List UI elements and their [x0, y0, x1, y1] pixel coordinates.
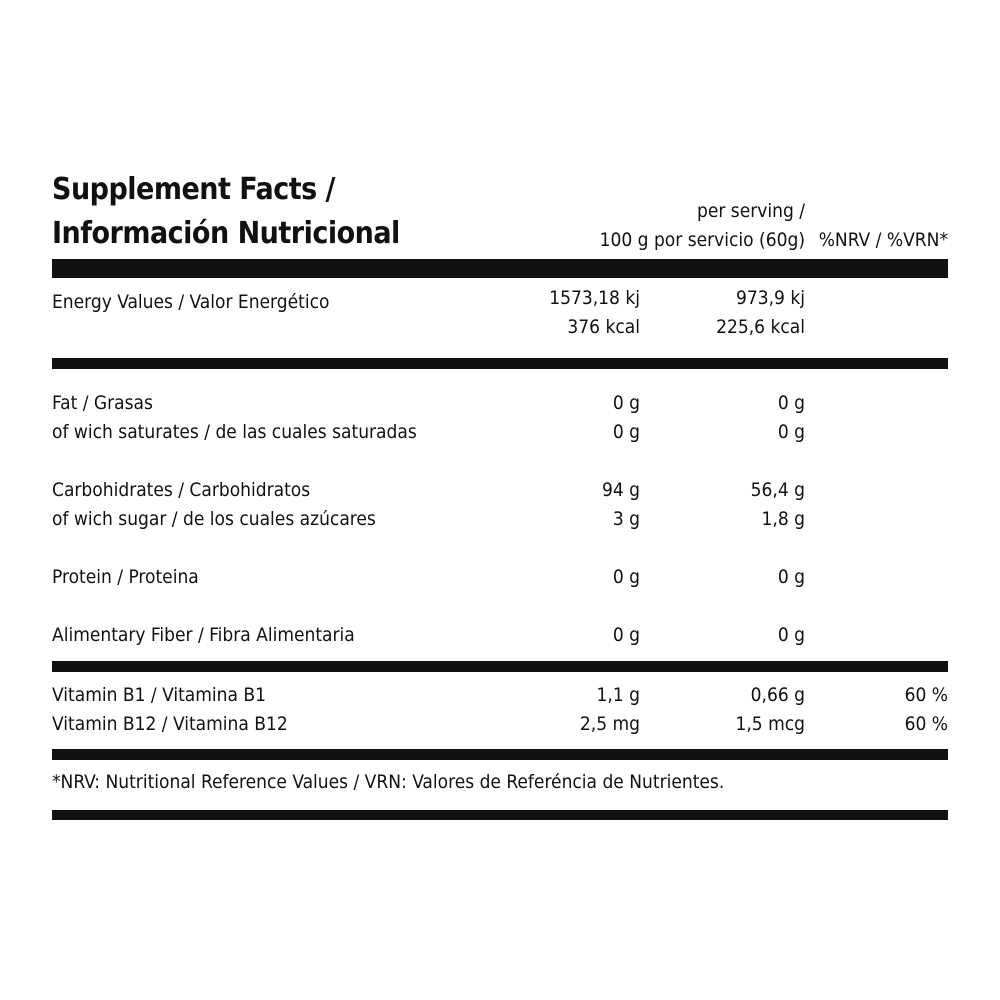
- nutrient-serving: 0 g: [777, 421, 805, 443]
- vitamin-per100: 1,1 g: [596, 684, 640, 706]
- bottom-divider: [52, 810, 948, 820]
- nrv-header: %NRV / %VRN*: [818, 229, 948, 251]
- nutrient-serving: 0 g: [777, 624, 805, 646]
- nutrient-per100: 0 g: [612, 624, 640, 646]
- nutrient-label: Protein / Proteina: [52, 566, 199, 588]
- nutrient-per100: 3 g: [612, 508, 640, 530]
- nutrient-label: Alimentary Fiber / Fibra Alimentaria: [52, 624, 355, 646]
- nutrient-label: Carbohidrates / Carbohidratos: [52, 479, 311, 501]
- energy-per100-kj: 1573,18 kj: [549, 287, 640, 309]
- vitamin-divider: [52, 749, 948, 760]
- energy-serving-kcal: 225,6 kcal: [716, 316, 805, 338]
- vitamin-nrv: 60 %: [904, 713, 948, 735]
- energy-per100-kcal: 376 kcal: [567, 316, 640, 338]
- energy-serving-kj: 973,9 kj: [736, 287, 805, 309]
- per-serving-header-line-1: per serving /: [696, 200, 805, 222]
- title-line-1: Supplement Facts /: [52, 172, 335, 207]
- energy-label: Energy Values / Valor Energético: [52, 291, 330, 313]
- nutrient-per100: 0 g: [612, 566, 640, 588]
- header-divider: [52, 259, 948, 278]
- nutrient-serving: 0 g: [777, 566, 805, 588]
- nutrient-label: of wich sugar / de los cuales azúcares: [52, 508, 376, 530]
- nutrient-per100: 0 g: [612, 421, 640, 443]
- title-line-2: Información Nutricional: [52, 216, 400, 251]
- vitamin-label: Vitamin B12 / Vitamina B12: [52, 713, 288, 735]
- nutrient-label: Fat / Grasas: [52, 392, 153, 414]
- nutrient-serving: 56,4 g: [750, 479, 805, 501]
- nutrient-label: of wich saturates / de las cuales saturadas: [52, 421, 417, 443]
- vitamin-label: Vitamin B1 / Vitamina B1: [52, 684, 267, 706]
- vitamin-per100: 2,5 mg: [579, 713, 640, 735]
- vitamin-nrv: 60 %: [904, 684, 948, 706]
- nutrient-divider: [52, 661, 948, 672]
- nutrient-serving: 1,8 g: [761, 508, 805, 530]
- energy-divider: [52, 358, 948, 369]
- per-serving-header-line-2: 100 g por servicio (60g): [599, 229, 805, 251]
- nutrient-serving: 0 g: [777, 392, 805, 414]
- nutrient-per100: 0 g: [612, 392, 640, 414]
- nutrient-per100: 94 g: [601, 479, 640, 501]
- vitamin-serving: 0,66 g: [750, 684, 805, 706]
- footnote: *NRV: Nutritional Reference Values / VRN: Valores de Referéncia de Nutrientes.: [52, 771, 725, 793]
- vitamin-serving: 1,5 mcg: [735, 713, 805, 735]
